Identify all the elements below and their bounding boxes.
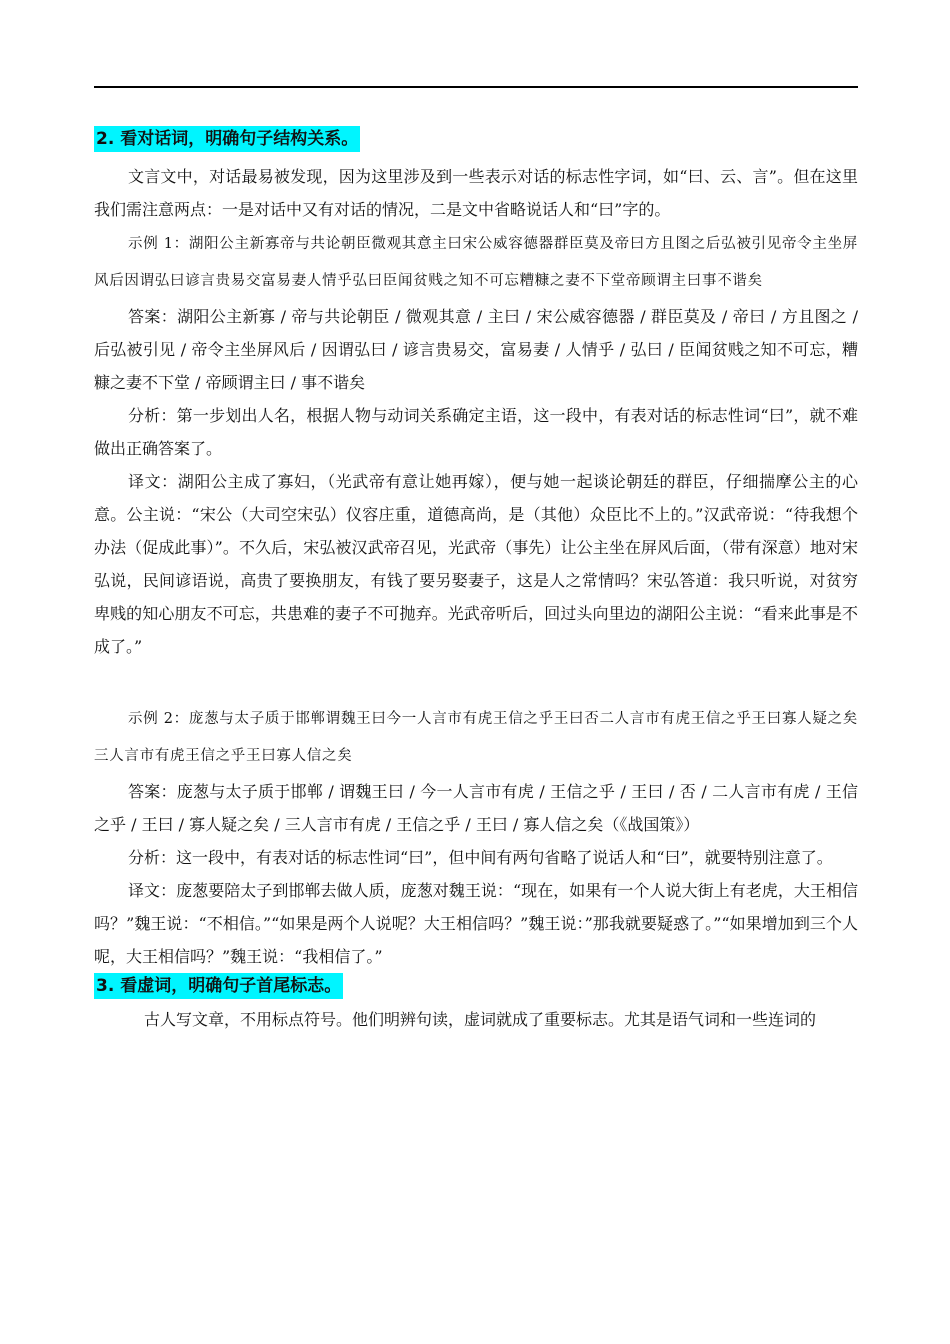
section-3-heading: 3. 看虚词，明确句子首尾标志。 bbox=[94, 973, 343, 999]
example-1-text: 示例 1：湖阳公主新寡帝与共论朝臣微观其意主曰宋公威容德器群臣莫及帝曰方且图之后弘被引见帝令主坐屏风后因谓弘曰谚言贵易交富易妻人情乎弘曰臣闻贫贱之知不可忘糟糠之妻不下堂帝顾谓主曰事不谐矣 bbox=[94, 236, 858, 289]
example-2-answer: 答案：庞葱与太子质于邯郸 / 谓魏王曰 / 今一人言市有虎 / 王信之乎 / 王曰 / 否 / 二人言市有虎 / 王信之乎 / 王曰 / 寡人疑之矣 / 三人言市有虎 / 王信之乎 / 王曰 / 寡人信之矣（《战国策》） bbox=[94, 782, 858, 834]
document-body bbox=[94, 122, 858, 1036]
example-2-text: 示例 2：庞葱与太子质于邯郸谓魏王曰今一人言市有虎王信之乎王曰否二人言市有虎王信之乎王曰寡人疑之矣三人言市有虎王信之乎王曰寡人信之矣 bbox=[94, 711, 858, 764]
example-2-translation: 译文：庞葱要陪太子到邯郸去做人质，庞葱对魏王说：“现在，如果有一个人说大街上有老虎，大王相信吗？”魏王说：“不相信。”“如果是两个人说呢？大王相信吗？”魏王说：”那我就要疑惑了。”“如果增加到三个人呢，大王相信吗？”魏王说：“我相信了。” bbox=[94, 881, 858, 966]
section-2-heading: 2. 看对话词，明确句子结构关系。 bbox=[94, 126, 360, 152]
header-rule bbox=[94, 86, 858, 88]
example-1-answer: 答案：湖阳公主新寡 / 帝与共论朝臣 / 微观其意 / 主曰 / 宋公威容德器 / 群臣莫及 / 帝曰 / 方且图之 / 后弘被引见 / 帝令主坐屏风后 / 因谓弘曰 / 谚言贵易交，富易妻 / 人情乎 / 弘曰 / 臣闻贫贱之知不可忘，糟糠之妻不下堂 / 帝顾谓主曰 / 事不谐矣 bbox=[94, 307, 858, 392]
spacer bbox=[94, 663, 858, 701]
example-2-analysis: 分析：这一段中，有表对话的标志性词“曰”，但中间有两句省略了说话人和“曰”，就要特别注意了。 bbox=[128, 848, 833, 867]
example-1-analysis: 分析：第一步划出人名，根据人物与动词关系确定主语，这一段中，有表对话的标志性词“曰”，就不难做出正确答案了。 bbox=[94, 406, 858, 458]
example-1-translation: 译文：湖阳公主成了寡妇，（光武帝有意让她再嫁），便与她一起谈论朝廷的群臣，仔细揣摩公主的心意。公主说：“宋公（大司空宋弘）仪容庄重，道德高尚，是（其他）众臣比不上的。”汉武帝说：“待我想个办法（促成此事）”。不久后，宋弘被汉武帝召见，光武帝（事先）让公主坐在屏风后面，（带有深意）地对宋弘说，民间谚语说，高贵了要换朋友，有钱了要另娶妻子，这是人之常情吗？宋弘答道：我只听说，对贫穷卑贱的知心朋友不可忘，共患难的妻子不可抛弃。光武帝听后，回过头向里边的湖阳公主说：“看来此事是不成了。” bbox=[94, 472, 858, 656]
section-3-intro: 古人写文章，不用标点符号。他们明辨句读，虚词就成了重要标志。尤其是语气词和一些连词的 bbox=[144, 1010, 817, 1029]
section-2-intro: 文言文中，对话最易被发现，因为这里涉及到一些表示对话的标志性字词，如“曰、云、言”。但在这里我们需注意两点：一是对话中又有对话的情况，二是文中省略说话人和“曰”字的。 bbox=[94, 167, 858, 219]
